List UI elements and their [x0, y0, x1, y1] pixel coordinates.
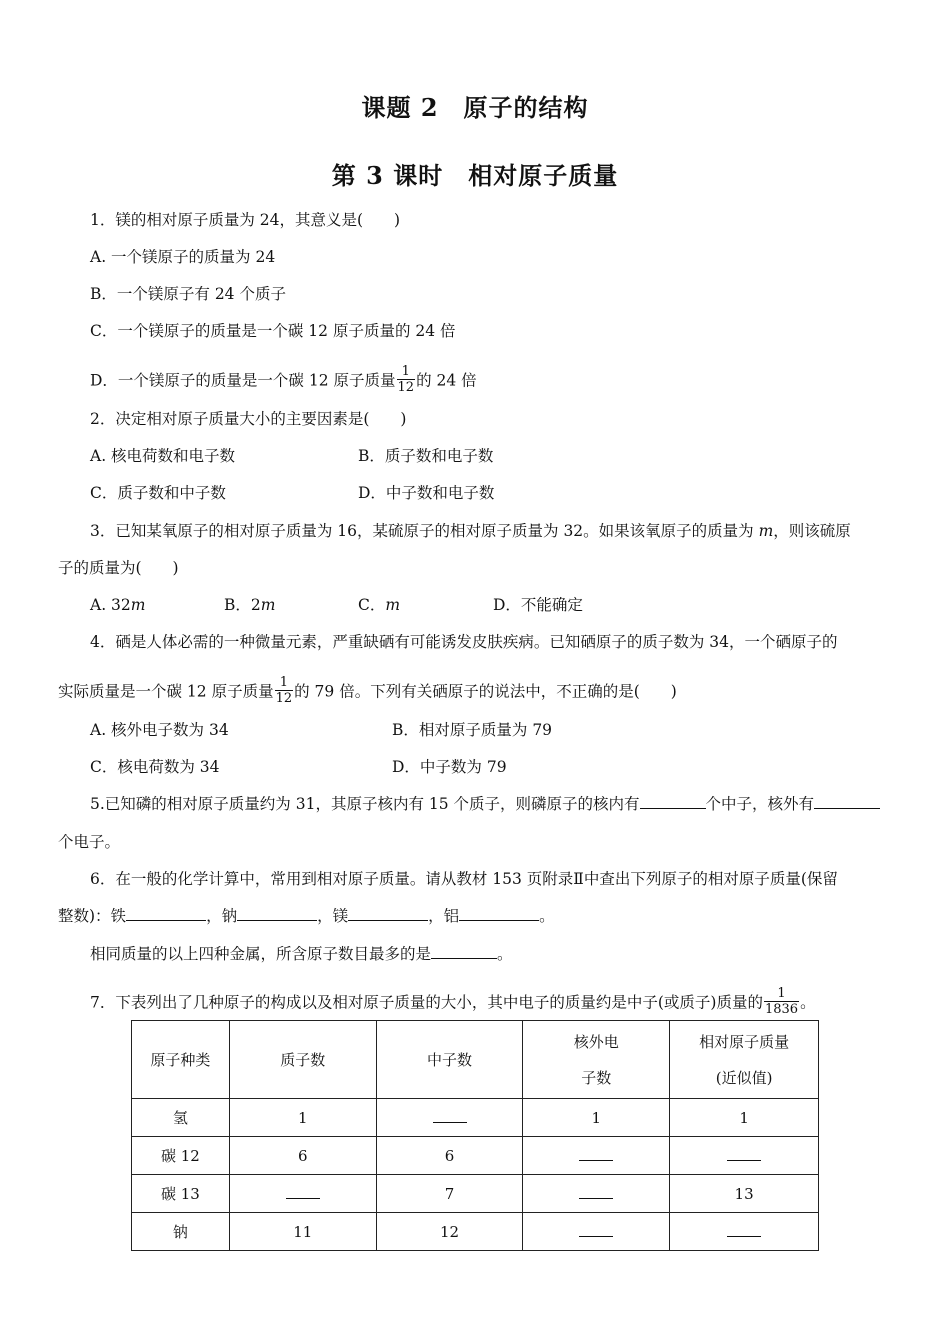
cell-protons-blank[interactable] — [229, 1175, 376, 1213]
header-mass-line1: 相对原子质量 — [699, 1032, 790, 1051]
q6-text-end: 。 — [539, 907, 555, 925]
header-electrons — [523, 1021, 670, 1099]
answer-blank[interactable] — [579, 1224, 613, 1237]
q6-line2 — [58, 906, 555, 926]
q5-line1 — [90, 794, 880, 814]
fraction-denominator: 1836 — [764, 1002, 799, 1017]
q1-option-b: B．一个镁原子有 24 个质子 — [90, 285, 286, 303]
q2-stem: 2．决定相对原子质量大小的主要因素是( ) — [90, 410, 407, 428]
lesson-subtitle: 第 3 课时 相对原子质量 — [331, 161, 619, 190]
q6-text: 整数)：铁 — [58, 907, 127, 925]
q6-line1: 6．在一般的化学计算中，常用到相对原子质量。请从教材 153 页附录Ⅱ中查出下列原子的相对原子质量(保留 — [90, 870, 838, 888]
fraction-denominator: 12 — [275, 691, 293, 706]
q4-option-d: D．中子数为 79 — [392, 758, 507, 776]
cell-atom-name: 钠 — [132, 1213, 230, 1251]
table-row — [132, 1099, 819, 1137]
answer-blank[interactable] — [433, 1110, 467, 1123]
q3-stem-text-end: ，则该硫原 — [773, 522, 851, 540]
q6-text-most: 相同质量的以上四种金属，所含原子数目最多的是 — [90, 945, 432, 963]
q1-option-d-tail: 的 24 倍 — [416, 371, 477, 390]
table-row — [132, 1175, 819, 1213]
q3-option-c — [358, 595, 400, 615]
variable-m: m — [758, 522, 774, 540]
q3-option-d: D．不能确定 — [493, 596, 583, 614]
answer-blank[interactable] — [579, 1148, 613, 1161]
answer-blank[interactable] — [579, 1186, 613, 1199]
variable-m: m — [130, 596, 146, 614]
cell-neutrons: 12 — [376, 1213, 523, 1251]
cell-protons: 1 — [229, 1099, 376, 1137]
q6-text-mg: ，镁 — [317, 907, 349, 925]
q2-option-a: A. 核电荷数和电子数 — [90, 447, 236, 465]
q7-stem — [90, 988, 816, 1019]
cell-atom-name: 碳 13 — [132, 1175, 230, 1213]
table-row — [132, 1137, 819, 1175]
q5-text: 5.已知磷的相对原子质量约为 31，其原子核内有 15 个质子，则磷原子的核内有 — [90, 795, 640, 813]
q4-stem-line2 — [58, 677, 677, 708]
q3-stem-line1 — [90, 521, 851, 541]
q5-line2: 个电子。 — [58, 833, 121, 851]
q7-stem-text: 7．下表列出了几种原子的构成以及相对原子质量的大小，其中电子的质量约是中子(或质子)质量的 — [90, 993, 763, 1012]
q3-option-b — [224, 595, 275, 615]
lesson-title: 课题 2 原子的结构 — [361, 93, 589, 122]
header-neutrons: 中子数 — [376, 1021, 523, 1099]
q4-stem-text: 实际质量是一个碳 12 原子质量 — [58, 682, 274, 701]
variable-m: m — [385, 596, 401, 614]
header-atom-type: 原子种类 — [132, 1021, 230, 1099]
q6-text-period: 。 — [497, 945, 513, 963]
fraction-one-twelfth — [397, 364, 416, 395]
q3-option-c-text: C． — [358, 596, 386, 614]
q6-aluminum-blank[interactable] — [459, 906, 539, 921]
q6-magnesium-blank[interactable] — [348, 906, 428, 921]
cell-protons: 6 — [229, 1137, 376, 1175]
cell-neutrons-blank[interactable] — [376, 1099, 523, 1137]
q7-stem-end: 。 — [800, 993, 816, 1012]
q3-option-a-text: A. 32 — [90, 596, 131, 614]
header-relative-mass — [670, 1021, 819, 1099]
q6-line3 — [90, 944, 513, 964]
cell-atom-name: 氢 — [132, 1099, 230, 1137]
cell-protons: 11 — [229, 1213, 376, 1251]
answer-blank[interactable] — [286, 1186, 320, 1199]
q3-stem-text: 3．已知某氧原子的相对原子质量为 16，某硫原子的相对原子质量为 32。如果该氧原子的质量为 — [90, 522, 759, 540]
q5-text-mid: 个中子，核外有 — [705, 795, 815, 813]
cell-mass-blank[interactable] — [670, 1213, 819, 1251]
q6-most-atoms-blank[interactable] — [431, 944, 497, 959]
q3-option-b-text: B．2 — [224, 596, 261, 614]
q6-text-na: ，钠 — [206, 907, 238, 925]
fraction-numerator: 1 — [275, 675, 294, 691]
variable-m: m — [260, 596, 276, 614]
table-row — [132, 1213, 819, 1251]
cell-electrons-blank[interactable] — [523, 1137, 670, 1175]
q6-iron-blank[interactable] — [126, 906, 206, 921]
cell-mass: 13 — [670, 1175, 819, 1213]
header-electrons-line2: 子数 — [581, 1068, 612, 1087]
header-mass-line2: (近似值) — [715, 1068, 773, 1087]
q4-stem-text-end: 的 79 倍。下列有关硒原子的说法中，不正确的是( ) — [294, 682, 677, 701]
q1-option-a: A. 一个镁原子的质量为 24 — [90, 248, 276, 266]
cell-neutrons: 6 — [376, 1137, 523, 1175]
header-electrons-line1: 核外电 — [573, 1032, 619, 1051]
q1-option-c: C．一个镁原子的质量是一个碳 12 原子质量的 24 倍 — [90, 322, 456, 340]
atom-composition-table — [131, 1020, 819, 1251]
q1-option-d — [90, 366, 477, 397]
q4-option-b: B．相对原子质量为 79 — [392, 721, 553, 739]
cell-electrons: 1 — [523, 1099, 670, 1137]
q6-text-al: ，铝 — [428, 907, 460, 925]
q4-option-a: A. 核外电子数为 34 — [90, 721, 229, 739]
cell-atom-name: 碳 12 — [132, 1137, 230, 1175]
answer-blank[interactable] — [727, 1148, 761, 1161]
q1-stem: 1．镁的相对原子质量为 24，其意义是( ) — [90, 211, 401, 229]
table-header-row — [132, 1021, 819, 1099]
q2-option-b: B．质子数和电子数 — [358, 447, 494, 465]
fraction-one-twelfth — [275, 675, 294, 706]
q4-option-c: C．核电荷数为 34 — [90, 758, 220, 776]
fraction-one-1836th — [764, 986, 799, 1017]
q5-electron-blank[interactable] — [814, 794, 880, 809]
cell-neutrons: 7 — [376, 1175, 523, 1213]
q4-stem-line1: 4．硒是人体必需的一种微量元素，严重缺硒有可能诱发皮肤疾病。已知硒原子的质子数为 34，一个硒原子的 — [90, 633, 838, 651]
fraction-numerator: 1 — [764, 986, 799, 1002]
q3-stem-line2: 子的质量为( ) — [58, 559, 179, 577]
cell-electrons-blank[interactable] — [523, 1213, 670, 1251]
header-protons: 质子数 — [229, 1021, 376, 1099]
q2-option-d: D．中子数和电子数 — [358, 484, 495, 502]
cell-mass-blank[interactable] — [670, 1137, 819, 1175]
cell-electrons-blank[interactable] — [523, 1175, 670, 1213]
q1-option-d-text: D．一个镁原子的质量是一个碳 12 原子质量 — [90, 371, 396, 390]
q6-sodium-blank[interactable] — [237, 906, 317, 921]
fraction-numerator: 1 — [397, 364, 416, 380]
q2-option-c: C．质子数和中子数 — [90, 484, 226, 502]
answer-blank[interactable] — [727, 1224, 761, 1237]
q3-option-a — [90, 595, 145, 615]
q5-neutron-blank[interactable] — [640, 794, 706, 809]
cell-mass: 1 — [670, 1099, 819, 1137]
fraction-denominator: 12 — [397, 380, 415, 395]
